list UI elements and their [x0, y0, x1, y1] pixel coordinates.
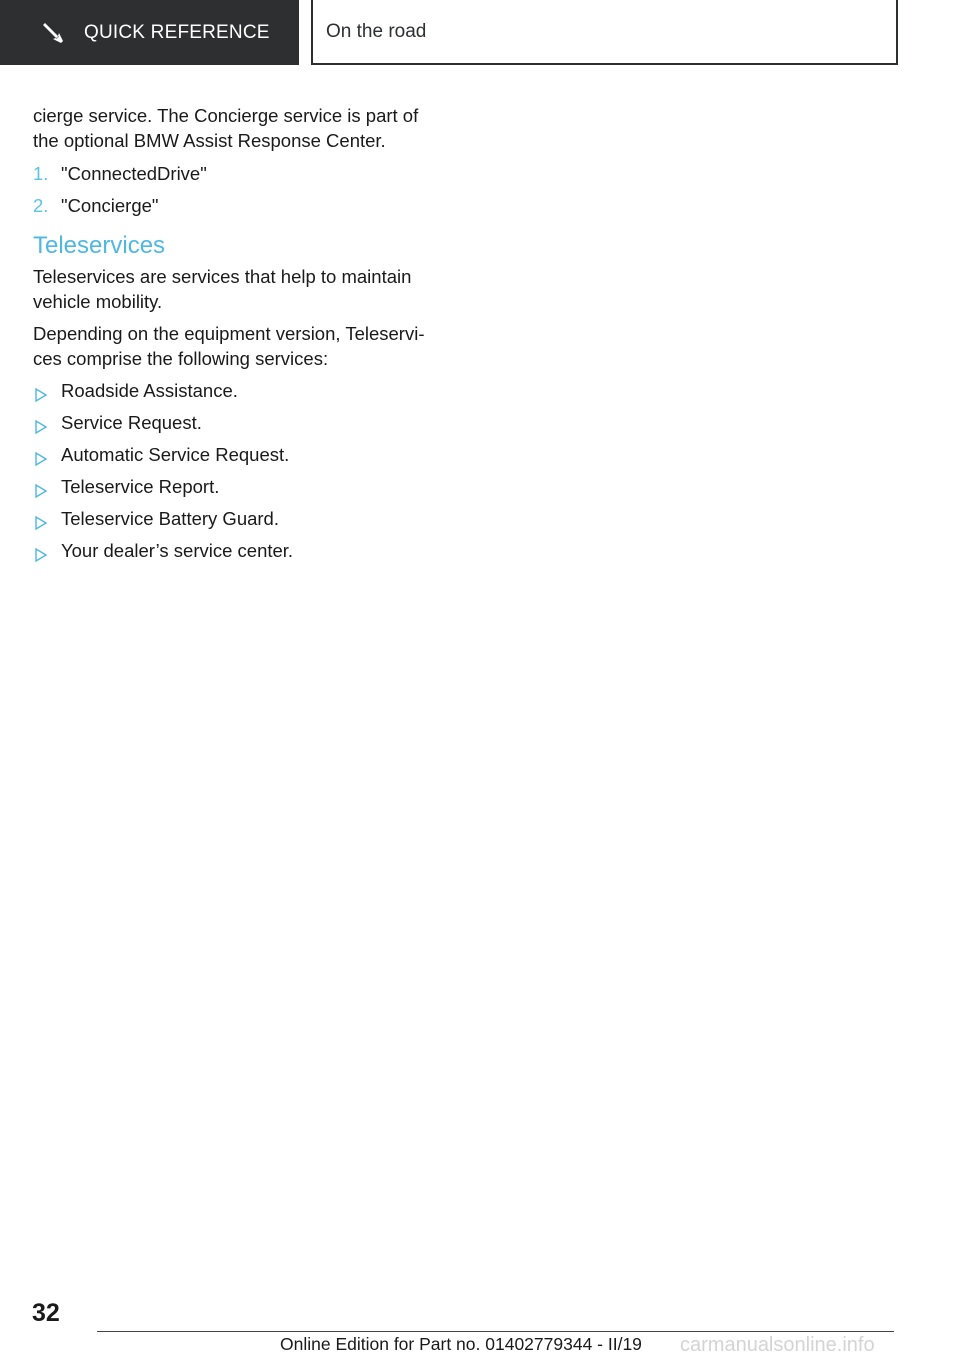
- service-text: Teleservice Battery Guard.: [61, 508, 279, 529]
- service-text: Your dealer’s service center.: [61, 540, 294, 561]
- section-label: On the road: [326, 20, 427, 42]
- service-text: Service Request.: [61, 412, 202, 433]
- service-text: Automatic Service Request.: [61, 444, 290, 465]
- triangle-bullet-icon: [35, 383, 47, 397]
- steps-list: [33, 161, 443, 218]
- list-item: [33, 410, 443, 435]
- page-header: [0, 0, 960, 66]
- arrow-icon: [40, 20, 66, 46]
- step-text: "ConnectedDrive": [61, 163, 207, 184]
- teleservices-paragraph: Teleservices are services that help to maintain vehicle mobility.: [33, 266, 412, 312]
- triangle-bullet-icon: [35, 479, 47, 493]
- list-item: [33, 474, 443, 499]
- section-header: [311, 0, 898, 65]
- equipment-paragraph: Depending on the equipment version, Teleservices comprise the following services:: [33, 323, 425, 369]
- list-item: [33, 193, 443, 218]
- step-text: "Concierge": [61, 195, 159, 216]
- service-text: Teleservice Report.: [61, 476, 220, 497]
- quick-reference-tab[interactable]: [0, 0, 299, 65]
- footer-divider: [97, 1331, 894, 1332]
- triangle-bullet-icon: [35, 511, 47, 525]
- list-item: [33, 506, 443, 531]
- list-item: [33, 442, 443, 467]
- section-title: Teleservices: [33, 232, 166, 259]
- list-item: [33, 161, 443, 186]
- list-item: [33, 378, 443, 403]
- services-list: [33, 378, 443, 563]
- intro-paragraph: cierge service. The Concierge service is part of the optional BMW Assist Response Center.: [33, 105, 419, 151]
- page-content: [33, 103, 443, 570]
- triangle-bullet-icon: [35, 415, 47, 429]
- page-number: 32: [32, 1299, 60, 1327]
- service-text: Roadside Assistance.: [61, 380, 238, 401]
- triangle-bullet-icon: [35, 447, 47, 461]
- edition-footer: Online Edition for Part no. 01402779344 - II/19: [280, 1334, 642, 1354]
- list-item: [33, 538, 443, 563]
- step-number: 1.: [33, 163, 49, 184]
- triangle-bullet-icon: [35, 543, 47, 557]
- tab-label: QUICK REFERENCE: [84, 21, 270, 43]
- step-number: 2.: [33, 195, 49, 216]
- watermark: carmanualsonline.info: [680, 1334, 875, 1356]
